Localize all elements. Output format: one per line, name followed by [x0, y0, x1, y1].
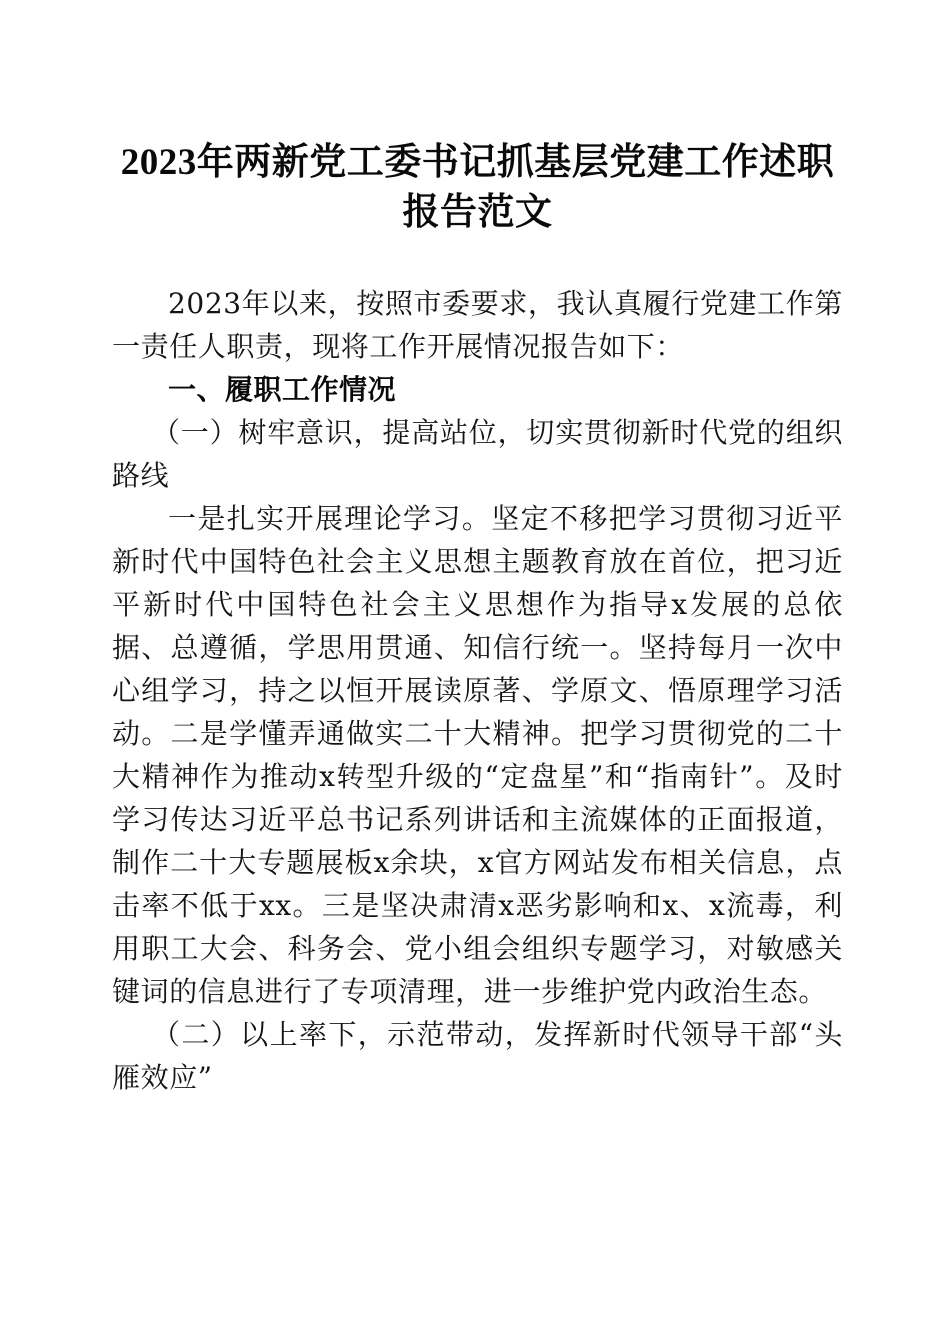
page-title-line-1: 2023年两新党工委书记抓基层党建工作述职	[120, 142, 835, 183]
page-title-line-2: 报告范文	[402, 192, 553, 233]
section-heading-1: 一、履职工作情况	[168, 374, 397, 405]
subsection-heading-1-2: （二）以上率下，示范带动，发挥新时代领导干部“头雁效应”	[112, 1018, 843, 1094]
paragraph-intro: 2023年以来，按照市委要求，我认真履行党建工作第一责任人职责，现将工作开展情况报告如下：	[112, 287, 843, 363]
subsection-heading-1-1: （一）树牢意识，提高站位，切实贯彻新时代党的组织路线	[112, 416, 843, 492]
page-title	[112, 138, 843, 238]
paragraph-body-1-1: 一是扎实开展理论学习。坚定不移把学习贯彻习近平新时代中国特色社会主义思想主题教育放在首位，把习近平新时代中国特色社会主义思想作为指导x发展的总依据、总遵循，学思用贯通、知信行统一。坚持每月一次中心组学习，持之以恒开展读原著、学原文、悟原理学习活动。二是学懂弄通做实二十大精神。把学习贯彻党的二十大精神作为推动x转型升级的“定盘星”和“指南针”。及时学习传达习近平总书记系列讲话和主流媒体的正面报道，制作二十大专题展板x余块，x官方网站发布相关信息，点击率不低于xx。三是坚决肃清x恶劣影响和x、x流毒，利用职工大会、科务会、党小组会组织专题学习，对敏感关键词的信息进行了专项清理，进一步维护党内政治生态。	[112, 502, 843, 1008]
